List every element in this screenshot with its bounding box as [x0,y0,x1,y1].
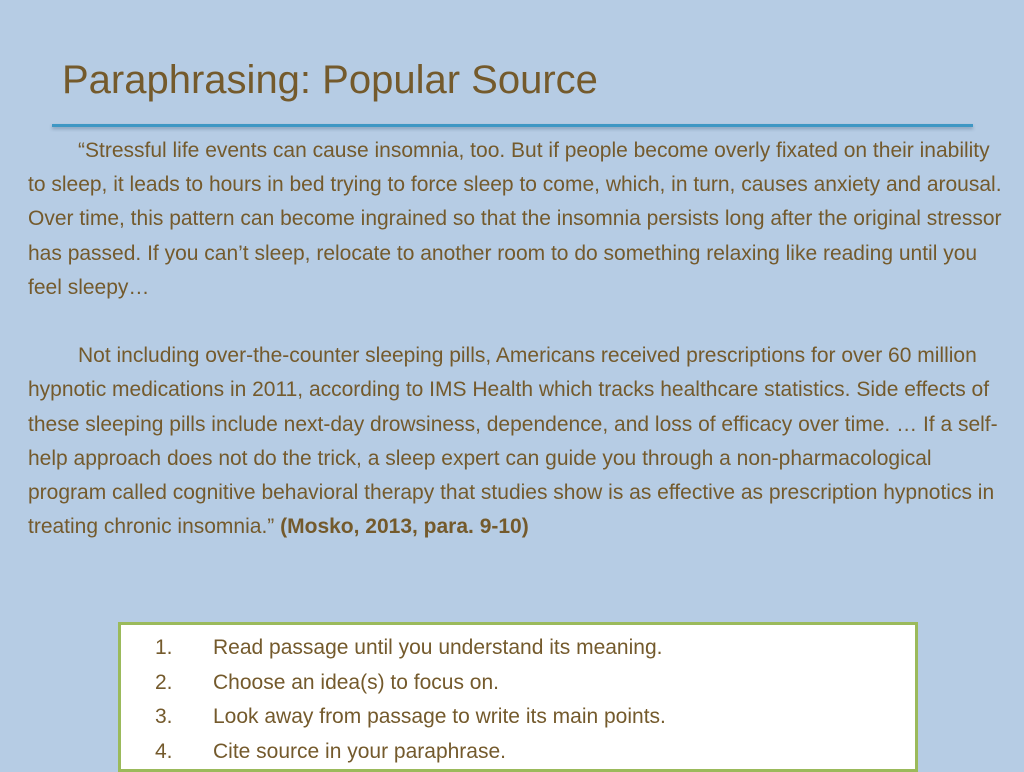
slide-title: Paraphrasing: Popular Source [62,58,598,102]
step-item [155,700,666,735]
step-item [155,735,666,770]
steps-box [118,622,918,772]
step-item [155,631,666,666]
step-text: Choose an idea(s) to focus on. [213,670,500,694]
step-number: 4. [155,739,173,763]
step-number: 2. [155,670,173,694]
steps-list [155,631,666,769]
step-text: Read passage until you understand its meaning. [213,636,663,659]
step-text: Look away from passage to write its main points. [213,705,666,728]
title-divider [52,124,973,127]
quote-paragraph-1: “Stressful life events can cause insomnia, too. But if people become overly fixated on their inability to sleep, it leads to hours in bed trying to force sleep to come, which, in turn, causes anxiety and arousal. Over time, this pattern can become ingrained so that the insomnia persists long after the original stressor has passed. If you can’t sleep, relocate to another room to do something relaxing like reading until you feel sleepy… [28,139,1002,299]
quote-paragraph-2 [28,339,1003,544]
quote-block [28,134,1003,544]
step-text: Cite source in your paraphrase. [213,739,506,763]
citation: (Mosko, 2013, para. 9-10) [280,515,529,539]
step-item [155,666,666,701]
quote-paragraph-2-text: Not including over-the-counter sleeping pills, Americans received prescriptions for over 60 million hypnotic medications in 2011, according to IMS Health which tracks healthcare statistics. Side effects of these sleeping pills include next-day drowsiness, dependence, and loss of efficacy over time. … If a self-help approach does not do the trick, a sleep expert can guide you through a non-pharmacological program called cognitive behavioral therapy that studies show is as effective as prescription hypnotics in treating chronic insomnia.” [28,344,998,539]
step-number: 3. [155,705,173,728]
step-number: 1. [155,636,173,659]
